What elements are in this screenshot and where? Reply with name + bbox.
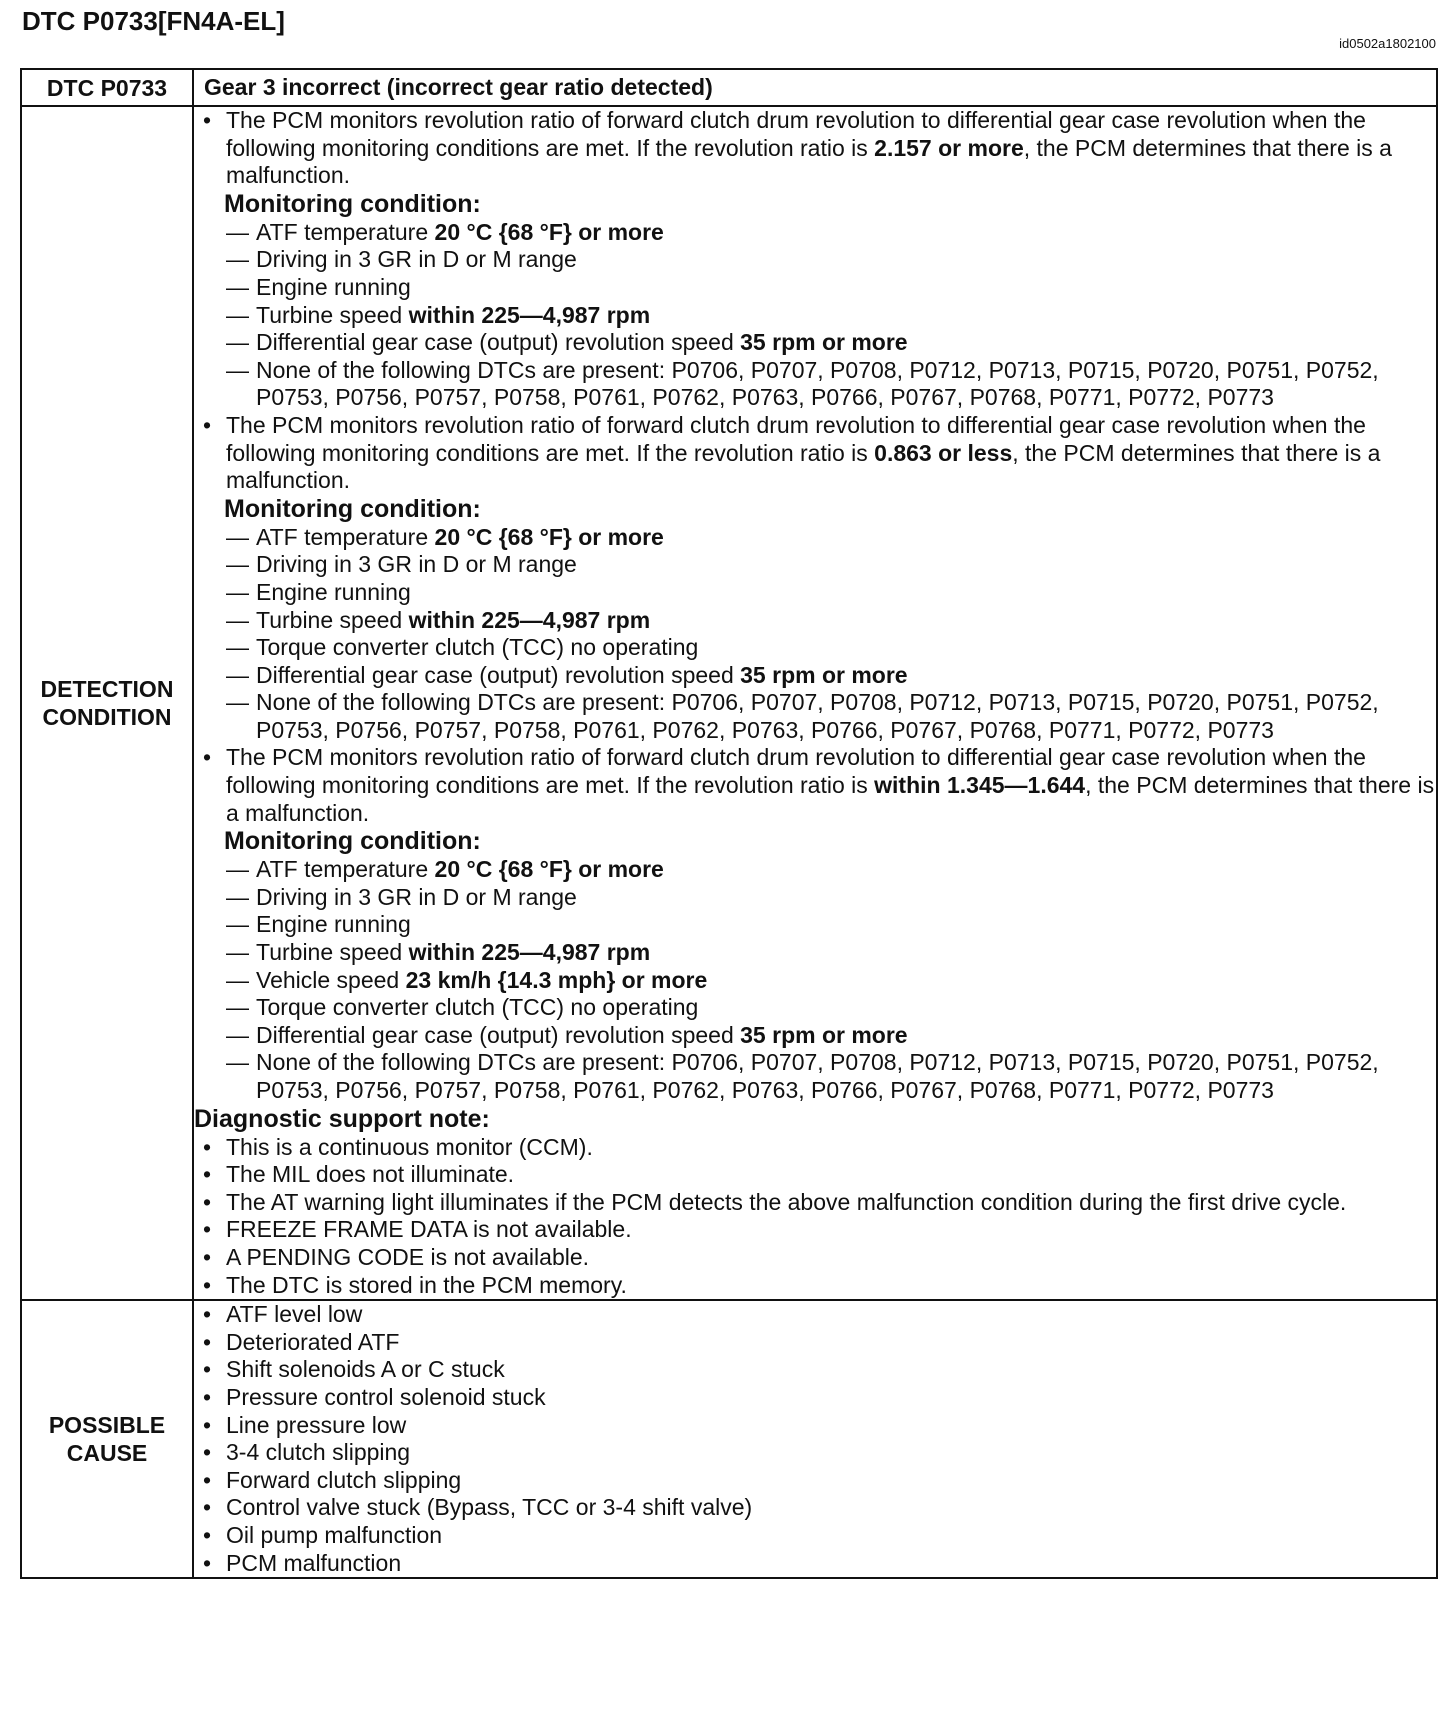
condition-value: 23 km/h {14.3 mph} or more — [405, 966, 708, 993]
condition-item: — Engine running — [194, 579, 1436, 607]
support-note: • The DTC is stored in the PCM memory. — [194, 1272, 1436, 1300]
condition-item: — Torque converter clutch (TCC) no operating — [194, 634, 1436, 662]
possible-cause-content — [193, 1300, 1437, 1578]
condition-item: — Driving in 3 GR in D or M range — [194, 884, 1436, 912]
condition-item: — Engine running — [194, 911, 1436, 939]
intro-text-end: , the PCM determines that there is a malfunction. — [226, 439, 1381, 494]
cause-item: • Deteriorated ATF — [194, 1329, 1436, 1357]
detection-condition-content — [193, 106, 1437, 1300]
cause-item: • PCM malfunction — [194, 1550, 1436, 1578]
detection-bullet-1 — [194, 107, 1436, 190]
condition-text: Differential gear case (output) revolution speed — [256, 661, 741, 688]
condition-item: — Torque converter clutch (TCC) no operating — [194, 994, 1436, 1022]
condition-value: 35 rpm or more — [740, 1021, 908, 1048]
condition-value: 35 rpm or more — [740, 661, 908, 688]
cause-item: • Line pressure low — [194, 1412, 1436, 1440]
condition-item: — None of the following DTCs are present: P0706, P0707, P0708, P0712, P0713, P0715, P0720, P0751, P0752, P0753, P0756, P0757, P0758, P0761, P0762, P0763, P0766, P0767, P0768, P0771, P0772, P0773 — [194, 689, 1436, 744]
detection-condition-row — [21, 106, 1437, 1300]
condition-item: — Driving in 3 GR in D or M range — [194, 551, 1436, 579]
cause-item: • ATF level low — [194, 1301, 1436, 1329]
condition-text: Vehicle speed — [256, 966, 406, 993]
condition-value: 20 °C {68 °F} or more — [434, 523, 664, 550]
condition-value: 35 rpm or more — [740, 329, 908, 356]
condition-item — [194, 1022, 1436, 1050]
cause-item: • Pressure control solenoid stuck — [194, 1384, 1436, 1412]
dtc-description-cell: Gear 3 incorrect (incorrect gear ratio detected) — [193, 69, 1437, 106]
condition-item: — Engine running — [194, 274, 1436, 302]
diagnostic-support-heading: Diagnostic support note: — [194, 1104, 490, 1133]
support-note: • This is a continuous monitor (CCM). — [194, 1134, 1436, 1162]
condition-text: ATF temperature — [256, 523, 435, 550]
monitoring-condition-heading: Monitoring condition: — [224, 827, 481, 856]
possible-cause-label — [21, 1300, 193, 1578]
condition-item — [194, 856, 1436, 884]
condition-value: within 225—4,987 rpm — [408, 939, 651, 966]
detection-label-line2: CONDITION — [42, 704, 172, 731]
cause-item: • Oil pump malfunction — [194, 1522, 1436, 1550]
table-header-row — [21, 69, 1437, 106]
condition-value: 20 °C {68 °F} or more — [434, 218, 664, 245]
condition-text: Differential gear case (output) revolution speed — [256, 329, 741, 356]
cause-label-line1: POSSIBLE — [48, 1412, 166, 1439]
cause-item: • Forward clutch slipping — [194, 1467, 1436, 1495]
intro-text: The PCM monitors revolution ratio of forward clutch drum revolution to differential gear case revolution when the following monitoring conditions are met. If the revolution ratio is — [226, 107, 1366, 161]
condition-item — [194, 302, 1436, 330]
condition-text: Turbine speed — [256, 606, 409, 633]
cause-label-line2: CAUSE — [66, 1440, 148, 1467]
detection-bullet-3 — [194, 744, 1436, 827]
monitoring-condition-heading: Monitoring condition: — [224, 189, 481, 218]
condition-item — [194, 662, 1436, 690]
condition-item — [194, 329, 1436, 357]
detection-condition-label — [21, 106, 193, 1300]
page-title: DTC P0733[FN4A-EL] — [22, 6, 285, 36]
intro-text-end: , the PCM determines that there is a malfunction. — [226, 772, 1435, 826]
condition-text: ATF temperature — [256, 856, 435, 883]
cause-item: • Shift solenoids A or C stuck — [194, 1356, 1436, 1384]
intro-text-end: , the PCM determines that there is a malfunction. — [226, 134, 1392, 189]
threshold-value: within 1.345—1.644 — [874, 772, 1086, 799]
detection-bullet-2 — [194, 412, 1436, 495]
condition-text: Differential gear case (output) revolution speed — [256, 1021, 741, 1048]
detection-label-line1: DETECTION — [40, 676, 174, 703]
support-note: • A PENDING CODE is not available. — [194, 1244, 1436, 1272]
condition-item — [194, 219, 1436, 247]
condition-item: — None of the following DTCs are present: P0706, P0707, P0708, P0712, P0713, P0715, P0720, P0751, P0752, P0753, P0756, P0757, P0758, P0761, P0762, P0763, P0766, P0767, P0768, P0771, P0772, P0773 — [194, 1049, 1436, 1104]
condition-item — [194, 524, 1436, 552]
cause-item: • 3-4 clutch slipping — [194, 1439, 1436, 1467]
condition-item — [194, 607, 1436, 635]
threshold-value: 2.157 or more — [874, 134, 1024, 161]
support-note: • The MIL does not illuminate. — [194, 1161, 1436, 1189]
cause-item: • Control valve stuck (Bypass, TCC or 3-4 shift valve) — [194, 1494, 1436, 1522]
condition-item — [194, 939, 1436, 967]
condition-item: — None of the following DTCs are present: P0706, P0707, P0708, P0712, P0713, P0715, P0720, P0751, P0752, P0753, P0756, P0757, P0758, P0761, P0762, P0763, P0766, P0767, P0768, P0771, P0772, P0773 — [194, 357, 1436, 412]
condition-value: within 225—4,987 rpm — [408, 606, 651, 633]
threshold-value: 0.863 or less — [874, 439, 1013, 466]
support-note: • FREEZE FRAME DATA is not available. — [194, 1216, 1436, 1244]
condition-text: Turbine speed — [256, 939, 409, 966]
document-id: id0502a1802100 — [1339, 36, 1436, 51]
dtc-code-cell: DTC P0733 — [21, 69, 193, 106]
condition-item — [194, 967, 1436, 995]
condition-text: Turbine speed — [256, 301, 409, 328]
condition-text: ATF temperature — [256, 218, 435, 245]
support-note: • The AT warning light illuminates if the PCM detects the above malfunction condition during the first drive cycle. — [194, 1189, 1436, 1217]
condition-item: — Driving in 3 GR in D or M range — [194, 246, 1436, 274]
possible-cause-row — [21, 1300, 1437, 1578]
condition-value: within 225—4,987 rpm — [408, 301, 651, 328]
intro-text: The PCM monitors revolution ratio of forward clutch drum revolution to differential gear case revolution when the following monitoring conditions are met. If the revolution ratio is — [226, 744, 1366, 799]
monitoring-condition-heading: Monitoring condition: — [224, 494, 481, 523]
condition-value: 20 °C {68 °F} or more — [434, 856, 664, 883]
dtc-table — [20, 68, 1438, 1579]
intro-text: The PCM monitors revolution ratio of forward clutch drum revolution to differential gear case revolution when the following monitoring conditions are met. If the revolution ratio is — [226, 411, 1366, 466]
